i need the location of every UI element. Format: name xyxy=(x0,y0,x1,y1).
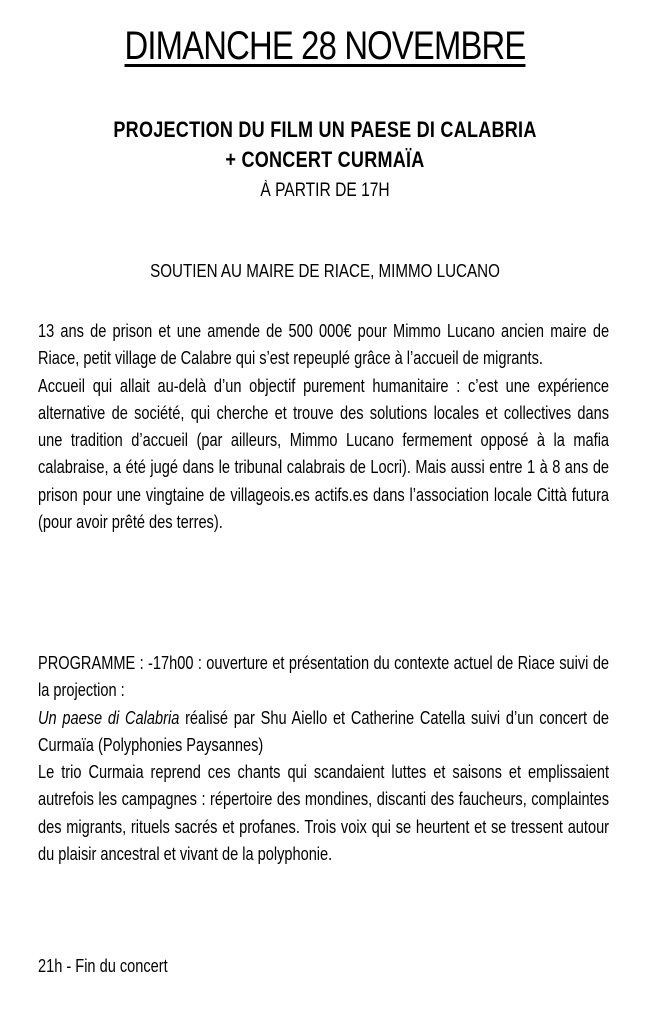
intro-paragraph-sentence: 13 ans de prison et une amende de 500 000€ pour Mimmo Lucano ancien maire de Riace, petit village de Calabre qui s’est repeuplé grâce à l’accueil de migrants. xyxy=(38,321,610,369)
headline-film: PROJECTION DU FILM UN PAESE DI CALABRIA xyxy=(113,117,537,142)
intro-section xyxy=(38,318,609,536)
film-credits: réalisé par Shu Aiello et Catherine Catella suivi d’un concert de Curmaïa (Polyphonies Paysannes) xyxy=(38,707,610,755)
programme-schedule: PROGRAMME : -17h00 : ouverture et présentation du contexte actuel de Riace suivi de la projection : xyxy=(38,653,610,701)
intro-paragraph-context: Accueil qui allait au-delà d’un objectif purement humanitaire : c’est une expérience alternative de société, qui cherche et trouve des solutions locales et collectives dans une tradition d’accueil (par ailleurs, Mimmo Lucano fermement opposé à la mafia calabraise, a été jugé dans le tribunal calabrais de Locri). Mais aussi entre 1 à 8 ans de prison pour une vingtaine de villageois.es actifs.es dans l’association locale Città futura (pour avoir prêté des terres). xyxy=(38,375,610,533)
date-title: DIMANCHE 28 NOVEMBRE xyxy=(124,24,526,68)
programme-section xyxy=(38,650,609,868)
film-title: Un paese di Calabria xyxy=(38,707,180,728)
headline-concert: + CONCERT CURMAÏA xyxy=(225,147,425,172)
programme-film-line xyxy=(38,705,609,760)
support-line: SOUTIEN AU MAIRE DE RIACE, MIMMO LUCANO xyxy=(150,260,500,281)
programme-concert-description: Le trio Curmaia reprend ces chants qui scandaient luttes et saisons et emplissaient autrefois les campagnes : répertoire des mondines, discanti des faucheurs, complaintes des migrants, rituels sacrés et profanes. Trois voix qui se heurtent et se tressent autour du plaisir ancestral et vivant de la polyphonie. xyxy=(38,762,610,865)
end-line: 21h - Fin du concert xyxy=(38,956,168,976)
start-time: À PARTIR DE 17H xyxy=(260,180,390,201)
